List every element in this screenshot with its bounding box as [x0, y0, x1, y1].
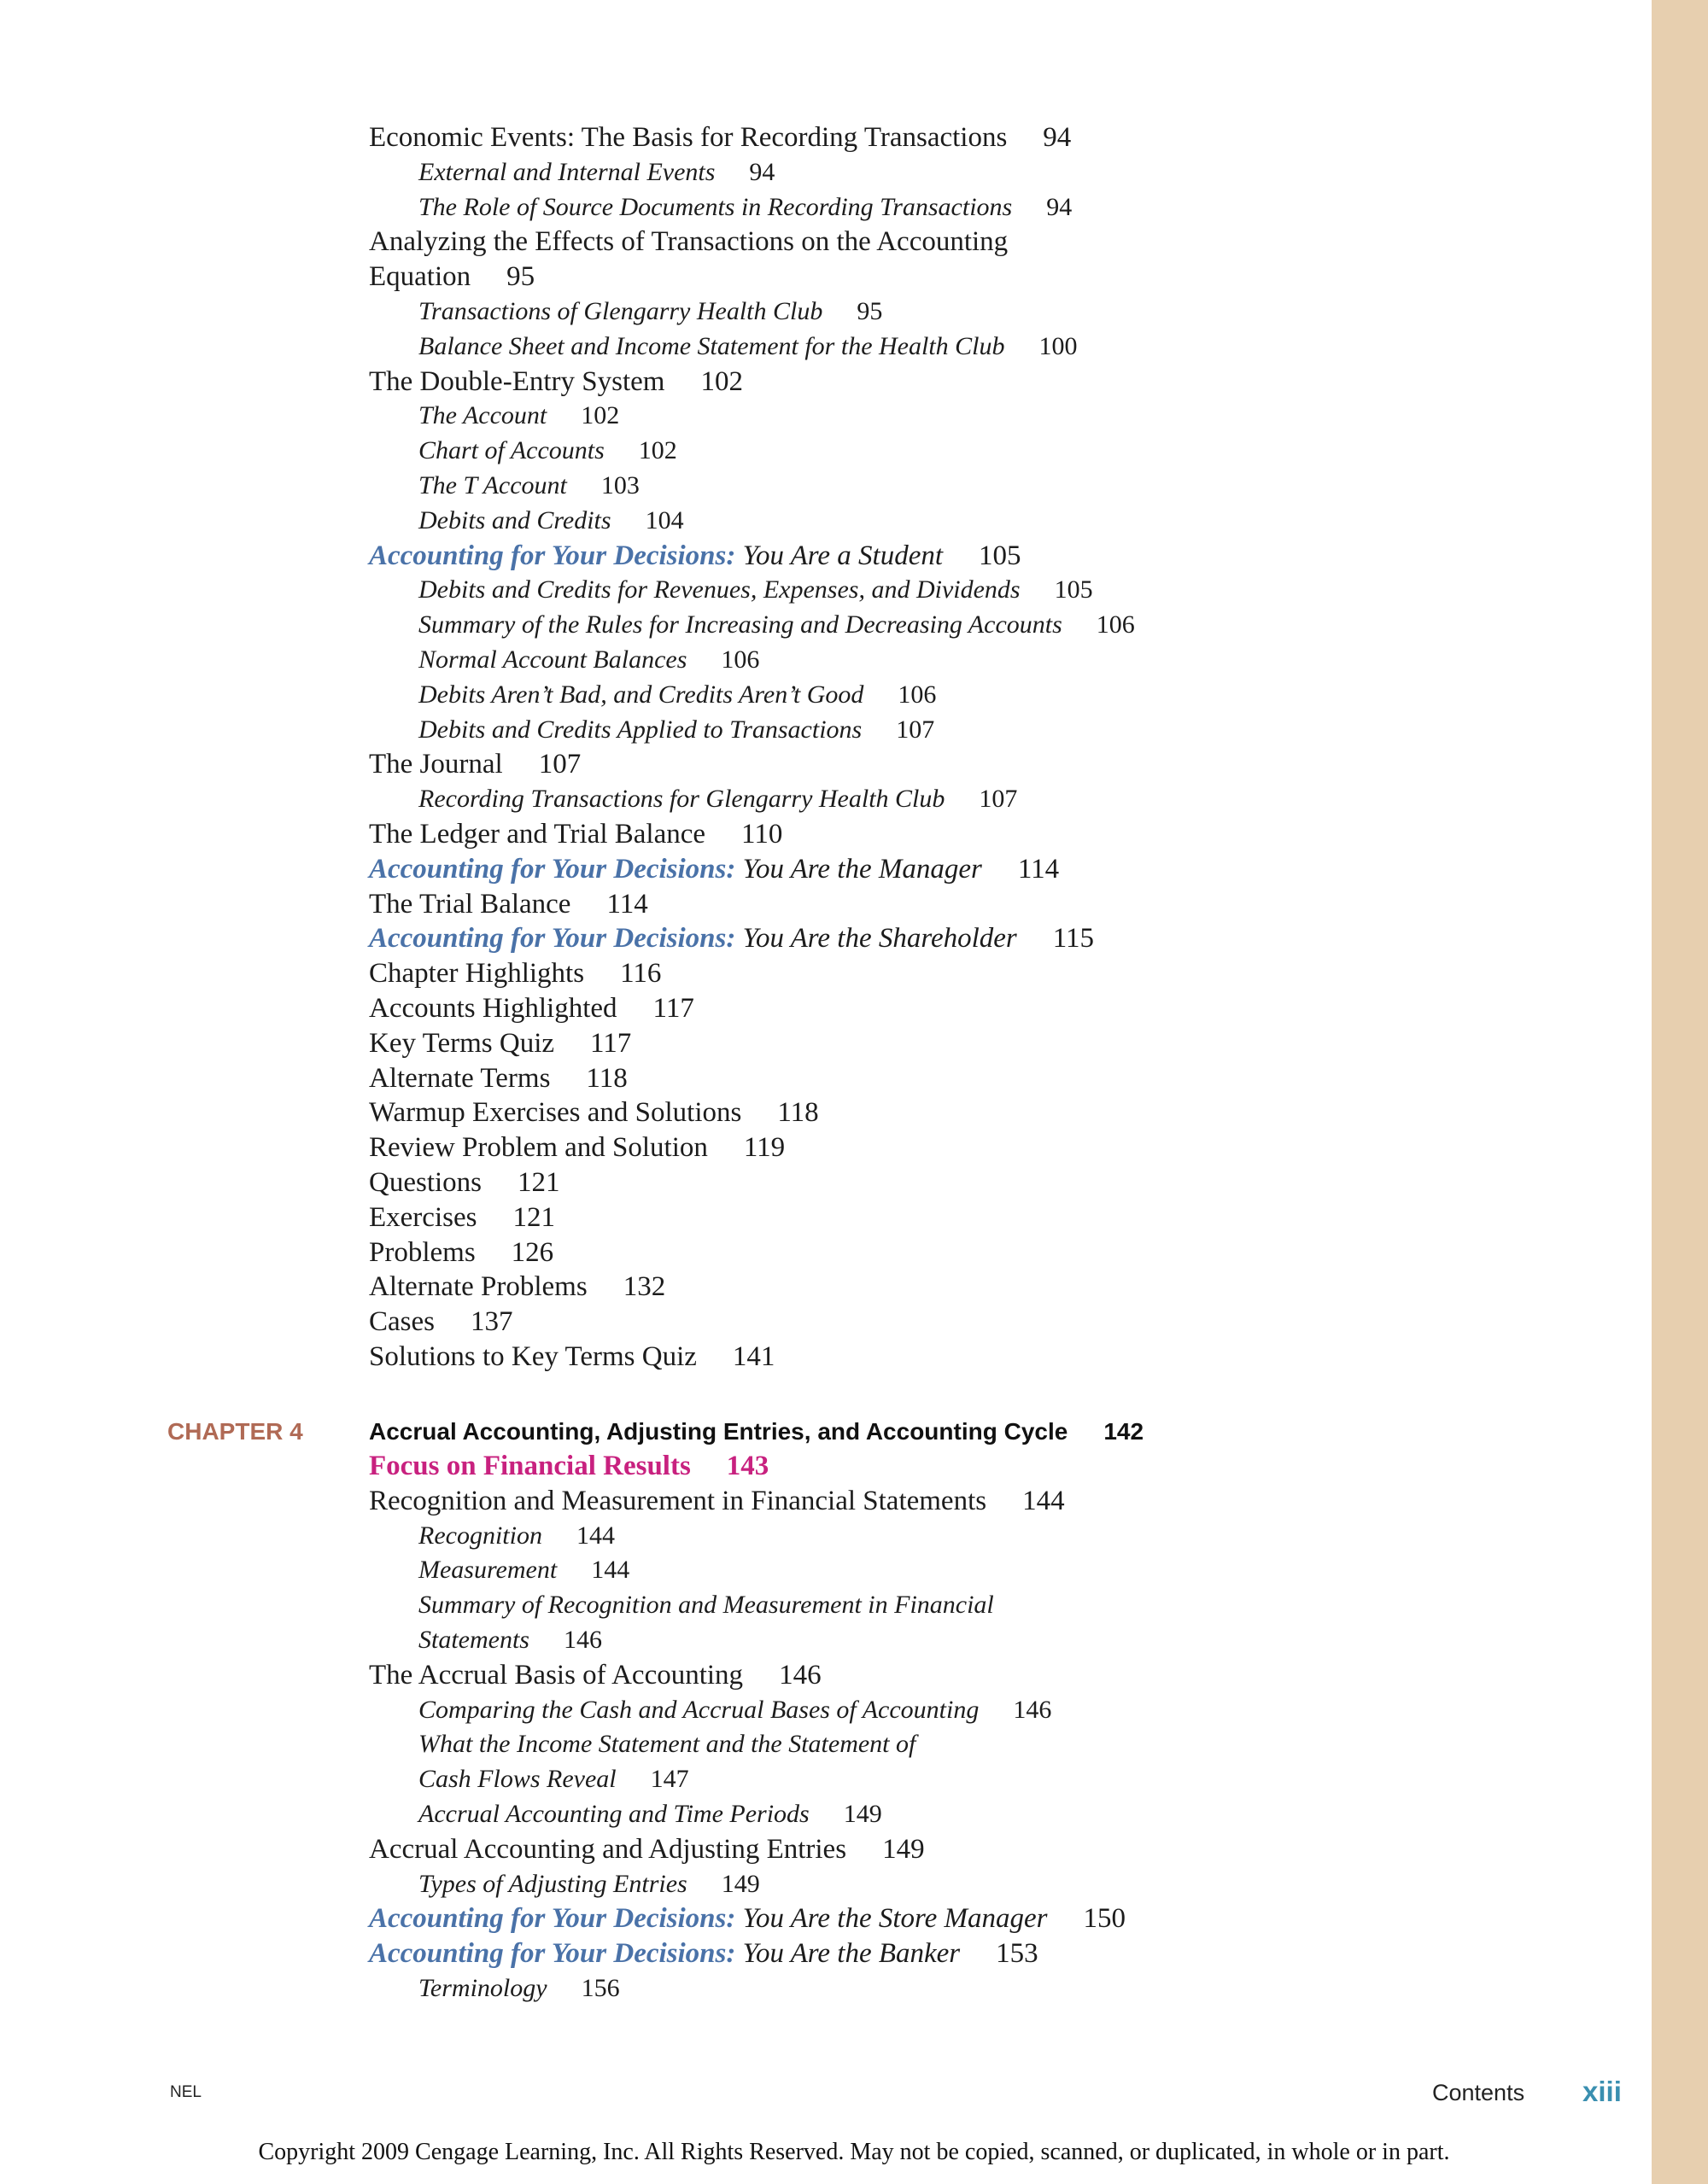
toc-entry-title: Transactions of Glengarry Health Club	[418, 296, 823, 325]
toc-entry[interactable]	[369, 1270, 1650, 1305]
toc-entry-title: You Are the Banker	[742, 1938, 961, 1970]
toc-entry-page: 144	[591, 1556, 630, 1585]
toc-entry-title: Economic Events: The Basis for Recording Transactions	[369, 122, 1008, 153]
toc-entry-page: 95	[506, 261, 535, 293]
toc-entry-page: 106	[898, 680, 937, 709]
toc-entry-title: Recognition	[418, 1521, 542, 1550]
toc-entry-page: 107	[979, 785, 1018, 814]
toc-entry-page: 153	[996, 1938, 1038, 1970]
toc-entry-page: 119	[743, 1132, 786, 1164]
chapter-title: Accrual Accounting, Adjusting Entries, and Accounting Cycle	[369, 1418, 1068, 1445]
toc-entry-page: 121	[512, 1201, 555, 1233]
toc-entry[interactable]	[369, 1235, 1650, 1270]
toc-entry-page: 106	[1096, 610, 1135, 639]
toc-entry-page: 126	[511, 1236, 554, 1268]
toc-entry-page: 121	[518, 1166, 560, 1198]
toc-entry[interactable]	[369, 1727, 1650, 1762]
toc-entry[interactable]	[369, 1553, 1650, 1588]
toc-entry[interactable]	[369, 782, 1650, 817]
toc-entry-title: Key Terms Quiz	[369, 1027, 555, 1059]
toc-entry-title: Cases	[369, 1306, 435, 1338]
toc-entry[interactable]	[369, 573, 1650, 608]
toc-entry-page: 149	[843, 1799, 882, 1828]
toc-entry-page: 115	[1052, 923, 1095, 955]
toc-entry-page: 144	[1022, 1485, 1065, 1516]
toc-entry-page: 116	[620, 958, 662, 990]
toc-entry-title: Summary of Recognition and Measurement in Financial	[418, 1591, 994, 1620]
toc-entry-title: Debits and Credits	[418, 505, 611, 534]
toc-entry[interactable]	[369, 1484, 1650, 1519]
toc-entry-title: Cash Flows Reveal	[418, 1765, 617, 1794]
toc-entry-title: Alternate Terms	[369, 1062, 551, 1094]
copyright-notice: Copyright 2009 Cengage Learning, Inc. All Rights Reserved. May not be copied, scanned, or duplicated, in whole or in part.	[258, 2139, 1450, 2165]
chapter-title-entry[interactable]	[369, 1413, 1144, 1451]
toc-entry-title: The Accrual Basis of Accounting	[369, 1659, 744, 1691]
toc-entry-title: The Account	[418, 401, 547, 430]
decision-feature-label: Accounting for Your Decisions:	[369, 1903, 736, 1935]
toc-entry-title: Statements	[418, 1625, 529, 1654]
toc-entry-title: The Journal	[369, 749, 503, 780]
toc-entry-title: Analyzing the Effects of Transactions on the Accounting	[369, 226, 1009, 258]
toc-entry[interactable]	[369, 1200, 1650, 1235]
toc-entry[interactable]	[369, 643, 1650, 678]
decision-feature-label: Accounting for Your Decisions:	[369, 540, 736, 571]
toc-entry[interactable]	[369, 1936, 1650, 1971]
toc-entry[interactable]	[369, 1340, 1650, 1375]
toc-entry-page: 156	[581, 1973, 620, 2002]
toc-entry-title: The T Account	[418, 470, 567, 499]
toc-entry[interactable]	[369, 1061, 1650, 1096]
toc-entry-title: Focus on Financial Results	[369, 1451, 691, 1481]
toc-entry-page: 118	[586, 1062, 628, 1094]
toc-entry-title: Terminology	[418, 1973, 547, 2002]
toc-entry-title: Debits and Credits for Revenues, Expenses, and Dividends	[418, 575, 1021, 604]
toc-entry[interactable]	[369, 1449, 1650, 1484]
toc-entry-page: 144	[576, 1521, 615, 1550]
toc-entry-page: 141	[732, 1340, 775, 1372]
toc-entry-title: Accrual Accounting and Time Periods	[418, 1799, 810, 1828]
toc-entry-title: Debits and Credits Applied to Transactions	[418, 715, 863, 744]
toc-entry-page: 110	[741, 818, 783, 850]
toc-entry[interactable]	[369, 1095, 1650, 1130]
decision-feature-label: Accounting for Your Decisions:	[369, 853, 736, 885]
toc-entry-page: 150	[1083, 1903, 1126, 1935]
toc-list-chapter-4	[369, 1449, 1650, 2006]
toc-entry-page: 146	[563, 1625, 602, 1654]
toc-entry-title: Debits Aren’t Bad, and Credits Aren’t Good	[418, 680, 864, 709]
toc-entry-title: You Are the Shareholder	[742, 923, 1017, 955]
toc-entry[interactable]	[369, 921, 1650, 956]
toc-entry-title: Types of Adjusting Entries	[418, 1869, 687, 1898]
toc-entry[interactable]	[369, 1165, 1650, 1200]
toc-entry[interactable]	[369, 399, 1650, 434]
toc-entry-page: 117	[590, 1027, 632, 1059]
toc-entry-page: 149	[721, 1869, 760, 1898]
chapter-page: 142	[1103, 1418, 1144, 1445]
toc-entry-page: 114	[606, 888, 648, 920]
toc-entry-page: 117	[652, 992, 694, 1024]
toc-entry-title: You Are a Student	[742, 540, 944, 571]
toc-entry-title: You Are the Store Manager	[742, 1903, 1048, 1935]
footer-section-label: Contents	[1432, 2080, 1525, 2105]
toc-entry-page: 146	[1013, 1695, 1052, 1724]
toc-entry[interactable]	[369, 190, 1650, 225]
toc-entry-title: Chart of Accounts	[418, 436, 605, 465]
toc-entry[interactable]	[369, 1305, 1650, 1340]
toc-entry[interactable]	[369, 1832, 1650, 1867]
toc-entry-page: 94	[749, 157, 775, 186]
toc-entry-title: Equation	[369, 261, 471, 293]
toc-entry-page: 103	[600, 470, 640, 499]
toc-entry-title: Summary of the Rules for Increasing and Decreasing Accounts	[418, 610, 1062, 639]
toc-entry-page: 95	[857, 296, 883, 325]
toc-entry[interactable]	[369, 1693, 1650, 1728]
toc-entry-title: Normal Account Balances	[418, 645, 687, 674]
toc-entry-page: 114	[1017, 853, 1060, 885]
toc-entry-page: 118	[777, 1097, 819, 1129]
toc-entry-page: 143	[726, 1451, 769, 1481]
toc-entry[interactable]	[369, 678, 1650, 713]
toc-entry[interactable]	[369, 1130, 1650, 1165]
toc-entry-page: 104	[645, 505, 684, 534]
toc-list-chapter-3	[369, 120, 1650, 1375]
toc-entry-title: Questions	[369, 1166, 482, 1198]
toc-entry-page: 102	[581, 401, 620, 430]
toc-entry[interactable]	[369, 295, 1650, 330]
toc-entry-title: The Double-Entry System	[369, 365, 665, 397]
toc-entry[interactable]	[369, 713, 1650, 748]
toc-entry-title: Exercises	[369, 1201, 477, 1233]
toc-entry[interactable]	[369, 1901, 1650, 1936]
toc-entry[interactable]	[369, 1797, 1650, 1832]
toc-entry[interactable]	[369, 1762, 1650, 1797]
toc-entry[interactable]	[369, 991, 1650, 1026]
toc-entry-page: 107	[538, 749, 582, 780]
toc-entry-page: 100	[1038, 331, 1078, 360]
toc-entry-page: 105	[979, 540, 1021, 571]
toc-entry-title: Warmup Exercises and Solutions	[369, 1097, 742, 1129]
toc-entry-page: 132	[623, 1271, 666, 1303]
toc-entry[interactable]	[369, 330, 1650, 365]
toc-entry[interactable]	[369, 817, 1650, 852]
toc-entry-page: 94	[1046, 192, 1073, 221]
toc-entry-page: 102	[638, 436, 677, 465]
toc-entry[interactable]	[369, 1658, 1650, 1693]
toc-entry-title: The Role of Source Documents in Recording Transactions	[418, 192, 1013, 221]
toc-entry-title: Accounts Highlighted	[369, 992, 617, 1024]
toc-entry[interactable]	[369, 434, 1650, 469]
decision-feature-label: Accounting for Your Decisions:	[369, 1938, 736, 1970]
toc-entry[interactable]	[369, 1623, 1650, 1658]
decision-feature-label: Accounting for Your Decisions:	[369, 923, 736, 955]
toc-entry[interactable]	[369, 120, 1650, 155]
toc-entry[interactable]	[369, 225, 1650, 260]
toc-entry-page: 102	[700, 365, 743, 397]
toc-entry-title: Accrual Accounting and Adjusting Entries	[369, 1833, 847, 1865]
chapter-label: CHAPTER 4	[167, 1418, 303, 1445]
toc-entry-page: 105	[1054, 575, 1093, 604]
toc-entry[interactable]	[369, 1971, 1650, 2006]
toc-entry-page: 149	[882, 1833, 925, 1865]
toc-entry-title: External and Internal Events	[418, 157, 716, 186]
toc-entry-page: 106	[721, 645, 760, 674]
toc-entry-title: Chapter Highlights	[369, 958, 585, 990]
toc-entry-title: Recognition and Measurement in Financial Statements	[369, 1485, 987, 1516]
toc-entry[interactable]	[369, 469, 1650, 504]
toc-entry-title: Problems	[369, 1236, 476, 1268]
toc-entry-title: Measurement	[418, 1556, 558, 1585]
toc-entry-title: Review Problem and Solution	[369, 1132, 708, 1164]
chapter-heading-row	[0, 1413, 1708, 1451]
publisher-tag: NEL	[170, 2083, 202, 2101]
toc-entry[interactable]	[369, 747, 1650, 782]
toc-entry[interactable]	[369, 1867, 1650, 1902]
page-edge-strip	[1652, 0, 1708, 2184]
toc-entry-page: 147	[650, 1765, 689, 1794]
toc-entry[interactable]	[369, 608, 1650, 643]
toc-entry-title: Balance Sheet and Income Statement for the Health Club	[418, 331, 1005, 360]
toc-entry[interactable]	[369, 155, 1650, 190]
toc-entry[interactable]	[369, 1519, 1650, 1554]
footer-page-number: xiii	[1582, 2076, 1622, 2107]
toc-entry-title: The Ledger and Trial Balance	[369, 818, 706, 850]
toc-entry[interactable]	[369, 887, 1650, 922]
toc-entry-title: Recording Transactions for Glengarry Health Club	[418, 785, 945, 814]
toc-entry-title: What the Income Statement and the Statement of	[418, 1730, 916, 1759]
toc-entry[interactable]	[369, 539, 1650, 574]
toc-entry-page: 107	[896, 715, 935, 744]
toc-entry[interactable]	[369, 852, 1650, 887]
toc-entry-title: You Are the Manager	[742, 853, 982, 885]
toc-entry-title: Alternate Problems	[369, 1271, 588, 1303]
toc-entry[interactable]	[369, 260, 1650, 295]
toc-entry-page: 94	[1043, 122, 1072, 153]
toc-entry-page: 146	[779, 1659, 822, 1691]
toc-entry[interactable]	[369, 504, 1650, 539]
toc-entry[interactable]	[369, 1026, 1650, 1061]
toc-entry-title: Solutions to Key Terms Quiz	[369, 1340, 697, 1372]
toc-entry-title: Comparing the Cash and Accrual Bases of Accounting	[418, 1695, 980, 1724]
toc-entry-page: 137	[471, 1306, 513, 1338]
toc-entry[interactable]	[369, 956, 1650, 991]
toc-entry[interactable]	[369, 1588, 1650, 1623]
toc-entry[interactable]	[369, 365, 1650, 400]
toc-entry-title: The Trial Balance	[369, 888, 571, 920]
